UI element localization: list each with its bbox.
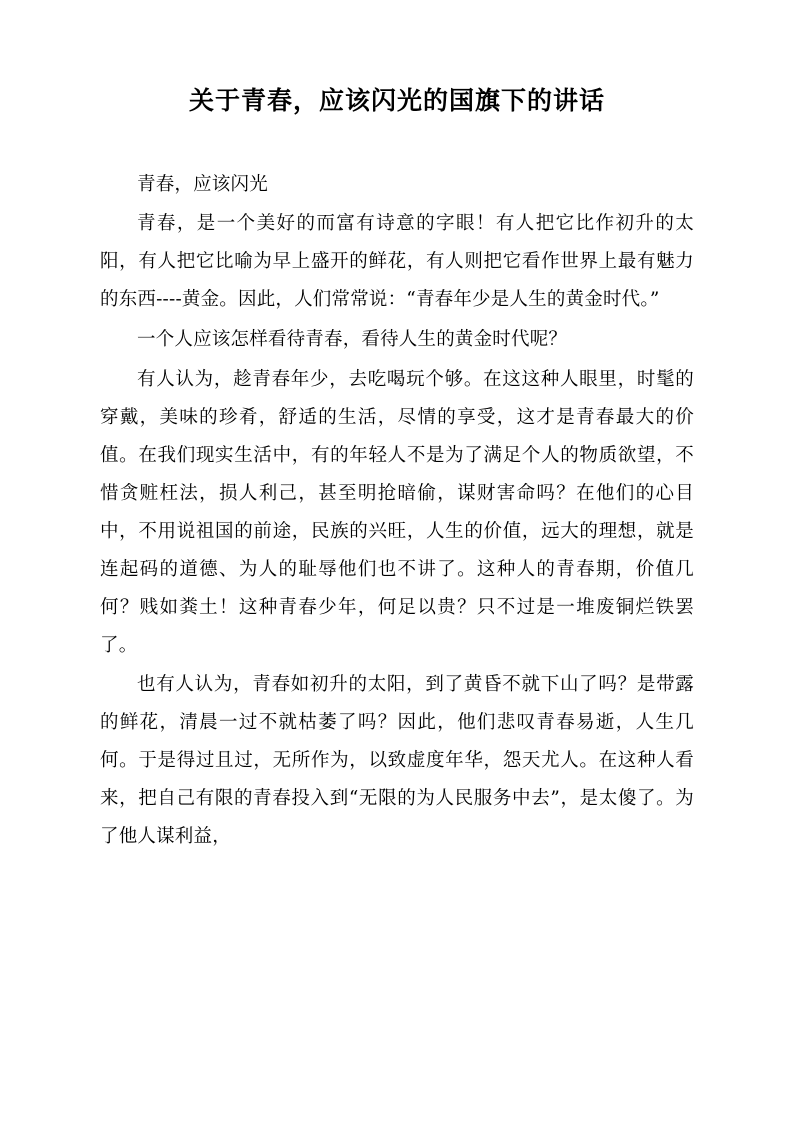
document-body [100,82,694,858]
paragraph-2: 青春，是一个美好的而富有诗意的字眼！有人把它比作初升的太阳，有人把它比喻为早上盛开的鲜花，有人则把它看作世界上最有魅力的东西----黄金。因此，人们常常说：“青春年少是人生的黄金时代。” [100,213,694,311]
paragraph-1: 青春，应该闪光 [137,173,268,195]
page-title: 关于青春，应该闪光的国旗下的讲话 [188,86,605,115]
paragraph-4: 有人认为，趁青春年少，去吃喝玩个够。在这这种人眼里，时髦的穿戴，美味的珍肴，舒适的生活，尽情的享受，这才是青春最大的价值。在我们现实生活中，有的年轻人不是为了满足个人的物质欲望，不惜贪赃枉法，损人利己，甚至明抢暗偷，谋财害命吗？在他们的心目中，不用说祖国的前途，民族的兴旺，人生的价值，远大的理想，就是连起码的道德、为人的耻辱他们也不讲了。这种人的青春期，价值几何？贱如粪土！这种青春少年，何足以贵？只不过是一堆废铜烂铁罢了。 [100,369,694,656]
paragraph-5: 也有人认为，青春如初升的太阳，到了黄昏不就下山了吗？是带露的鲜花，清晨一过不就枯萎了吗？因此，他们悲叹青春易逝，人生几何。于是得过且过，无所作为，以致虚度年华，怨天尤人。在这种人看来，把自己有限的青春投入到“无限的为人民服务中去”，是太傻了。为了他人谋利益， [100,674,694,848]
paragraph-3: 一个人应该怎样看待青春，看待人生的黄金时代呢？ [137,329,568,351]
